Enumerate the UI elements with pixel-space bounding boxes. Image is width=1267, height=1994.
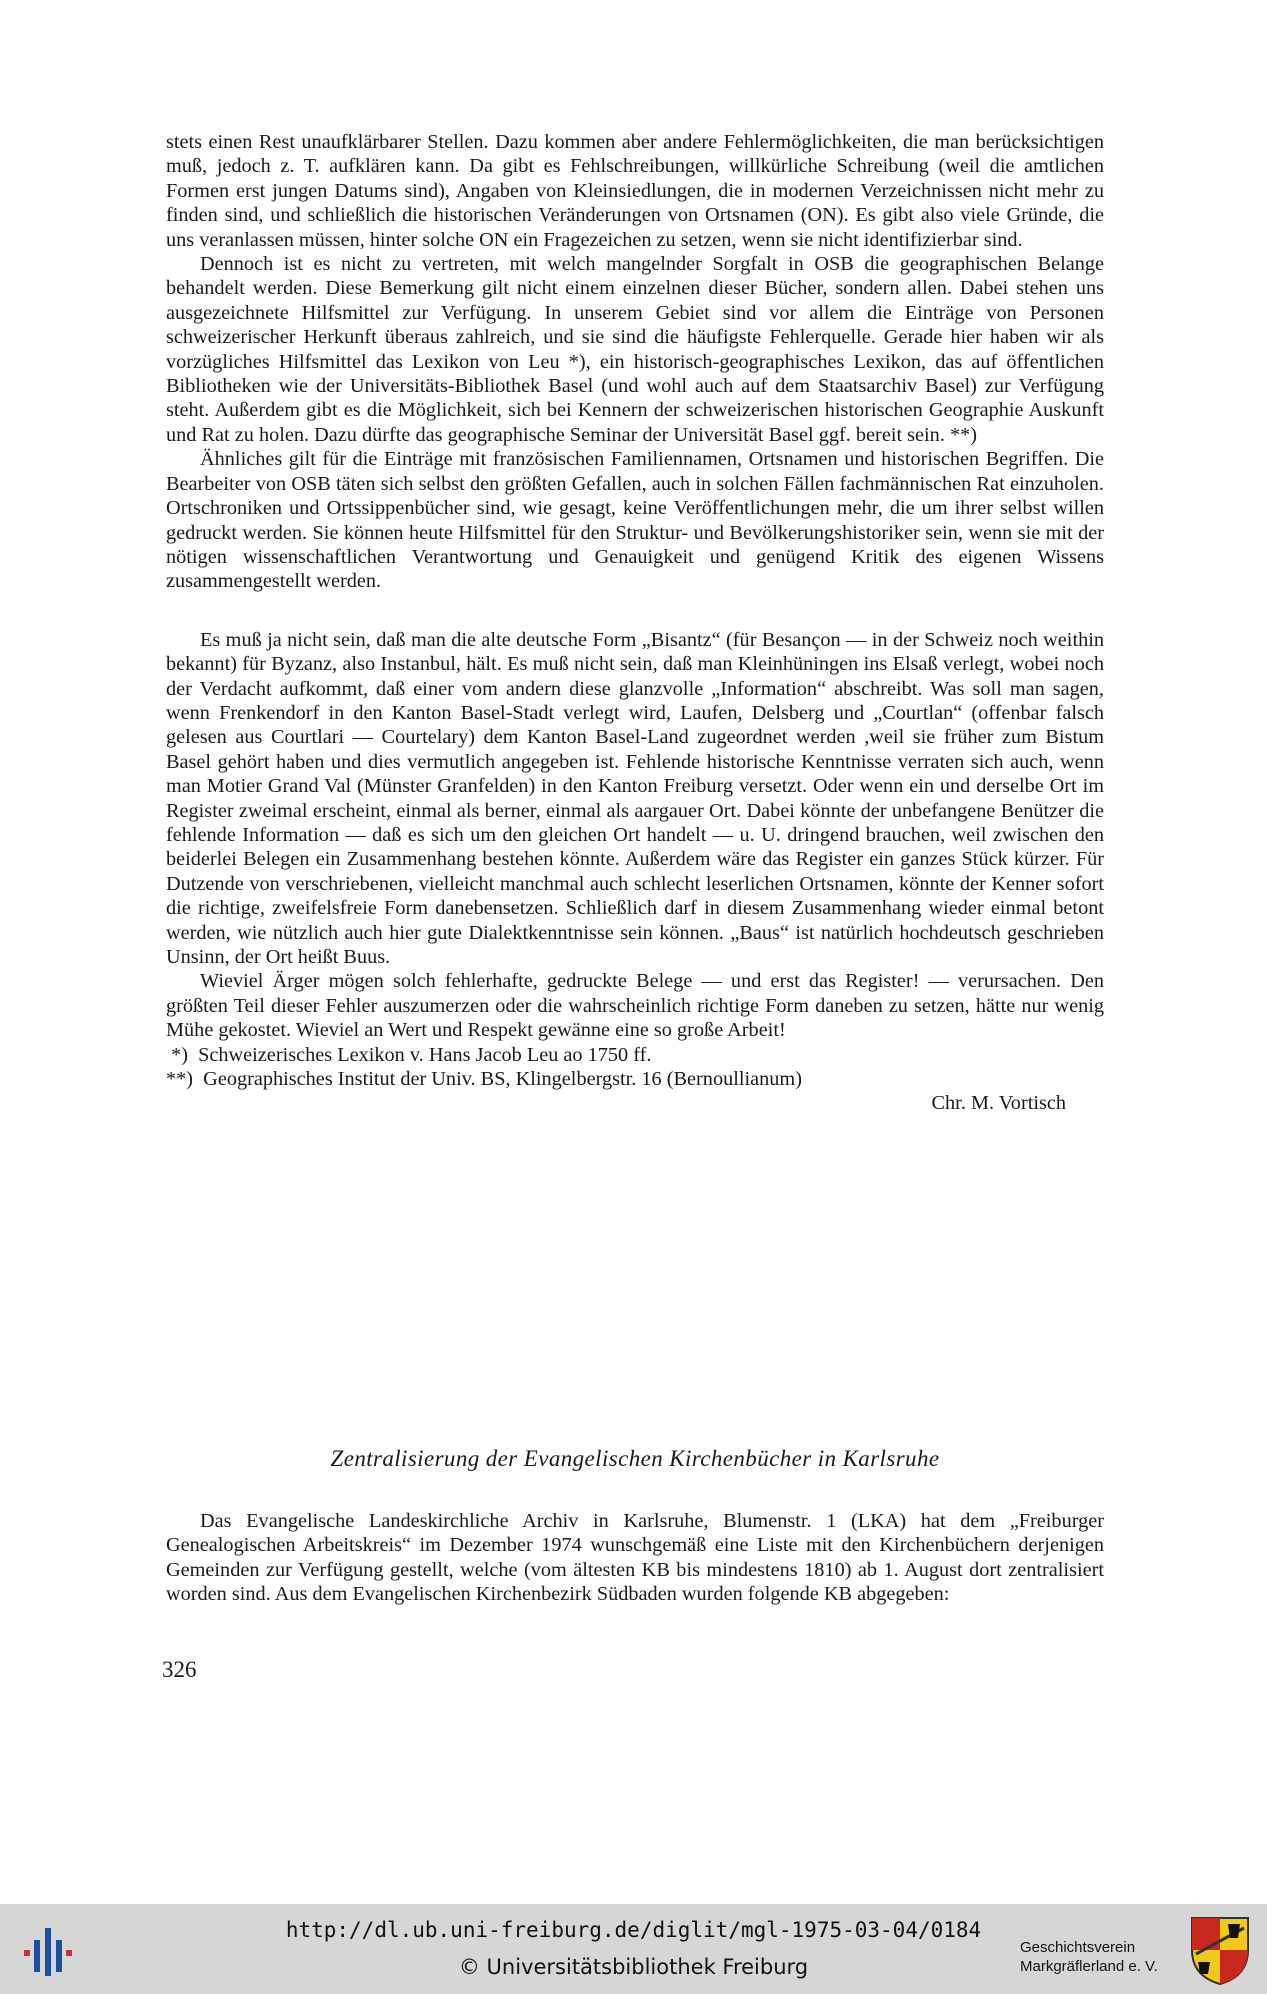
author-signature: Chr. M. Vortisch [931, 1092, 1066, 1115]
coat-of-arms-icon [1188, 1914, 1252, 1986]
section-paragraph: Das Evangelische Landeskirchliche Archiv in Karlsruhe, Blumenstr. 1 (LKA) hat dem „Freiburger Genealogischen Arbeitskreis“ im Dezember 1974 wunschgemäß eine Liste mit den Kirchenbüchern derjenigen Gemeinden zur Verfügung gestellt, welche (vom ältesten KB bis mindestens 1810) ab 1. August dort zentralisiert worden sind. Aus dem Evangelischen Kirchenbezirk Südbaden wurden folgende KB abgegeben: [166, 1510, 1104, 1606]
article-paragraph-1: stets einen Rest unaufklärbarer Stellen. Dazu kommen aber andere Fehlermöglichkeiten, die man berücksichtigen muß, jedoch z. T. aufklären kann. Da gibt es Fehlschreibungen, willkürliche Schreibung (weil die amtlichen Formen erst jungen Datums sind), Angaben von Kleinsiedlungen, die in modernen Verzeichnissen nicht mehr zu finden sind, und schließlich die historischen Veränderungen von Ortsnamen (ON). Es gibt also viele Gründe, die uns veranlassen müssen, hinter solche ON ein Fragezeichen zu setzen, wenn sie nicht identifizierbar sind. [166, 131, 1104, 251]
paragraph-gap [166, 594, 1104, 628]
footer-url-link[interactable]: http://dl.ub.uni-freiburg.de/diglit/mgl-1975-03-04/0184 [285, 1918, 982, 1942]
footer-copyright: © Universitätsbibliothek Freiburg [458, 1955, 809, 1979]
footnote-1: *) Schweizerisches Lexikon v. Hans Jacob Leu ao 1750 ff. [166, 1043, 652, 1066]
article-paragraph-3: Ähnliches gilt für die Einträge mit französischen Familiennamen, Ortsnamen und historischen Begriffen. Die Bearbeiter von OSB täten sich selbst den größten Gefallen, auch in solchen Fällen fachmännischen Rat einzuholen. Ortschroniken und Ortssippenbücher sind, wie gesagt, keine Veröffentlichungen mehr, die um ihrer selbst willen gedruckt werden. Sie können heute Hilfsmittel für den Struktur- und Bevölkerungshistoriker sein, wenn sie mit der nötigen wissenschaftlichen Verantwortung und Genauigkeit und genügend Kritik des eigenen Wissens zusammengestellt werden. [166, 448, 1104, 593]
section-body [166, 1509, 1104, 1607]
article-paragraph-2: Dennoch ist es nicht zu vertreten, mit welch mangelnder Sorgfalt in OSB die geographischen Belange behandelt werden. Diese Bemerkung gilt nicht einem einzelnen dieser Bücher, sondern allen. Dabei stehen uns ausgezeichnete Hilfsmittel zur Verfügung. In unserem Gebiet sind vor allem die Einträge von Personen schweizerischer Herkunft überaus zahlreich, und sie sind die häufigste Fehlerquelle. Gerade hier haben wir als vorzügliches Hilfsmittel das Lexikon von Leu *), ein historisch-geographisches Lexikon, das auf öffentlichen Bibliotheken wie der Universitäts-Bibliothek Basel (und wohl auch auf dem Staatsarchiv Basel) zur Verfügung steht. Außerdem gibt es die Möglichkeit, sich bei Kennern der schweizerischen historischen Geographie Auskunft und Rat zu holen. Dazu dürfte das geographische Seminar der Universität Basel ggf. bereit sein. **) [166, 253, 1104, 446]
footer-society-name [1020, 1938, 1180, 1976]
article-paragraph-4: Es muß ja nicht sein, daß man die alte deutsche Form „Bisantz“ (für Besançon — in der Schweiz noch weithin bekannt) für Byzanz, also Instanbul, hält. Es muß nicht sein, daß man Kleinhüningen ins Elsaß verlegt, wobei noch der Verdacht aufkommt, daß einer vom andern diese glanzvolle „Information“ abschreibt. Was soll man sagen, wenn Frenkendorf in den Kanton Basel-Stadt verlegt wird, Laufen, Delsberg und „Courtlan“ (offenbar falsch gelesen aus Courtlari — Courtelary) dem Kanton Basel-Land zugeordnet werden ,weil sie früher zum Bistum Basel gehört haben und dies vermutlich angegeben ist. Fehlende historische Kenntnisse verraten sich auch, wenn man Motier Grand Val (Münster Granfelden) in den Kanton Freiburg versetzt. Oder wenn ein und derselbe Ort im Register zweimal erscheint, einmal als berner, einmal als aargauer Ort. Dabei könnte der unbefangene Benützer die fehlende Information — daß es sich um den gleichen Ort handelt — u. U. dringend brauchen, weil zwischen den beiderlei Belegen ein Zusammenhang bestehen könnte. Außerdem wäre das Register ein ganzes Stück kürzer. Für Dutzende von verschriebenen, vielleicht manchmal auch schlecht leserlichen Ortsnamen, könnte der Kenner sofort die richtige, zweifelsfreie Form danebensetzen. Schließlich darf in diesem Zusammenhang wieder einmal betont werden, wie nützlich auch hier gute Dialektkenntnisse sein können. „Baus“ ist natürlich hochdeutsch geschrieben Unsinn, der Ort heißt Buus. [166, 628, 1104, 968]
article-body [166, 130, 1104, 1116]
footer-bar [0, 1904, 1267, 1994]
footnote-2: **) Geographisches Institut der Univ. BS, Klingelbergstr. 16 (Bernoullianum) [166, 1068, 802, 1091]
society-line-1: Geschichtsverein [1020, 1939, 1136, 1956]
page-number: 326 [162, 1657, 197, 1682]
article-paragraph-5: Wieviel Ärger mögen solch fehlerhafte, gedruckte Belege — und erst das Register! — verursachen. Den größten Teil dieser Fehler auszumerzen oder die wahrscheinlich richtige Form daneben zu setzen, hätte nur wenig Mühe gekostet. Wieviel an Wert und Respekt gewänne eine so große Arbeit! [166, 970, 1104, 1042]
section-title: Zentralisierung der Evangelischen Kirchenbücher in Karlsruhe [330, 1446, 940, 1471]
society-line-2: Markgräflerland e. V. [1020, 1958, 1158, 1975]
